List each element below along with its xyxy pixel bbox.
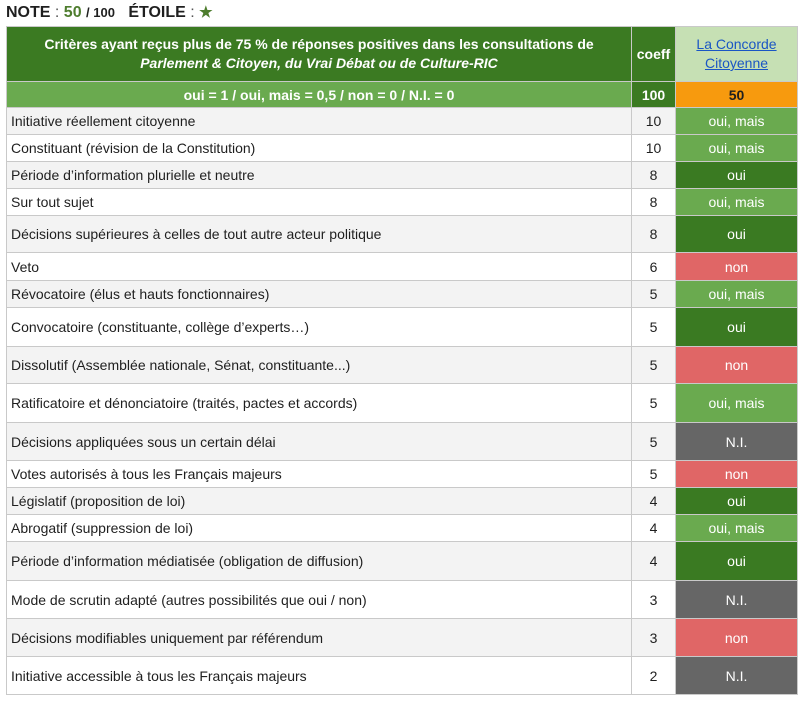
- criterion-cell: Veto: [7, 253, 632, 281]
- legend-row: [7, 82, 798, 108]
- score-badge: 50: [676, 82, 798, 108]
- criterion-cell: Décisions modifiables uniquement par référendum: [7, 619, 632, 657]
- answer-cell: non: [676, 619, 798, 657]
- coeff-cell: 4: [632, 488, 676, 515]
- criteria-header: [7, 27, 632, 82]
- table-row: [7, 216, 798, 253]
- answer-cell: non: [676, 347, 798, 384]
- answer-cell: non: [676, 253, 798, 281]
- proposal-link[interactable]: [696, 36, 776, 71]
- criterion-cell: Ratificatoire et dénonciatoire (traités, pactes et accords): [7, 384, 632, 423]
- coeff-cell: 2: [632, 657, 676, 695]
- table-row: [7, 308, 798, 347]
- coeff-cell: 10: [632, 108, 676, 135]
- coeff-cell: 5: [632, 384, 676, 423]
- answer-cell: oui: [676, 308, 798, 347]
- criterion-cell: Sur tout sujet: [7, 189, 632, 216]
- table-row: [7, 657, 798, 695]
- answer-cell: N.I.: [676, 581, 798, 619]
- table-row: [7, 461, 798, 488]
- table-row: [7, 619, 798, 657]
- coeff-cell: 3: [632, 619, 676, 657]
- coeff-cell: 3: [632, 581, 676, 619]
- note-colon: :: [54, 4, 64, 21]
- criterion-cell: Initiative accessible à tous les Français majeurs: [7, 657, 632, 695]
- criterion-cell: Abrogatif (suppression de loi): [7, 515, 632, 542]
- criterion-cell: Mode de scrutin adapté (autres possibilités que oui / non): [7, 581, 632, 619]
- table-row: [7, 189, 798, 216]
- criterion-cell: Période d’information plurielle et neutre: [7, 162, 632, 189]
- scoring-legend: oui = 1 / oui, mais = 0,5 / non = 0 / N.I. = 0: [7, 82, 632, 108]
- coeff-cell: 5: [632, 281, 676, 308]
- criteria-table: [6, 26, 798, 695]
- answer-cell: oui, mais: [676, 108, 798, 135]
- table-row: [7, 281, 798, 308]
- answer-cell: oui: [676, 542, 798, 581]
- criteria-header-line1: Critères ayant reçus plus de 75 % de réponses positives dans les consultations de: [44, 36, 594, 52]
- criterion-cell: Décisions appliquées sous un certain délai: [7, 423, 632, 461]
- criterion-cell: Convocatoire (constituante, collège d’experts…): [7, 308, 632, 347]
- proposal-link-line1: La Concorde: [696, 36, 777, 52]
- answer-cell: oui, mais: [676, 384, 798, 423]
- criterion-cell: Législatif (proposition de loi): [7, 488, 632, 515]
- answer-cell: oui: [676, 162, 798, 189]
- coeff-cell: 5: [632, 347, 676, 384]
- answer-cell: N.I.: [676, 423, 798, 461]
- etoile-label: ÉTOILE: [128, 4, 186, 21]
- criterion-cell: Décisions supérieures à celles de tout autre acteur politique: [7, 216, 632, 253]
- star-icon: ★: [199, 4, 213, 21]
- table-row: [7, 515, 798, 542]
- total-coeff: 100: [632, 82, 676, 108]
- coeff-cell: 8: [632, 162, 676, 189]
- table-row: [7, 581, 798, 619]
- answer-cell: non: [676, 461, 798, 488]
- coeff-cell: 4: [632, 515, 676, 542]
- answer-cell: oui, mais: [676, 189, 798, 216]
- answer-cell: oui: [676, 488, 798, 515]
- criterion-cell: Votes autorisés à tous les Français majeurs: [7, 461, 632, 488]
- criterion-cell: Initiative réellement citoyenne: [7, 108, 632, 135]
- answer-cell: oui, mais: [676, 135, 798, 162]
- answer-cell: oui: [676, 216, 798, 253]
- note-label: NOTE: [6, 4, 51, 21]
- criteria-header-line2: Parlement & Citoyen, du Vrai Débat ou de Culture-RIC: [140, 55, 498, 71]
- table-row: [7, 108, 798, 135]
- table-row: [7, 347, 798, 384]
- coeff-cell: 8: [632, 189, 676, 216]
- criterion-cell: Dissolutif (Assemblée nationale, Sénat, constituante...): [7, 347, 632, 384]
- note-summary: [6, 2, 213, 24]
- coeff-cell: 10: [632, 135, 676, 162]
- header-row: [7, 27, 798, 82]
- note-score: 50: [63, 4, 82, 21]
- table-row: [7, 488, 798, 515]
- table-row: [7, 253, 798, 281]
- coeff-header: coeff: [632, 27, 676, 82]
- etoile-colon: :: [190, 4, 200, 21]
- proposal-link-line2: Citoyenne: [704, 55, 769, 71]
- answer-cell: oui, mais: [676, 515, 798, 542]
- note-out-of: / 100: [86, 5, 115, 20]
- coeff-cell: 5: [632, 308, 676, 347]
- coeff-cell: 5: [632, 461, 676, 488]
- table-row: [7, 384, 798, 423]
- criterion-cell: Révocatoire (élus et hauts fonctionnaires): [7, 281, 632, 308]
- table-row: [7, 135, 798, 162]
- coeff-cell: 8: [632, 216, 676, 253]
- table-row: [7, 162, 798, 189]
- criterion-cell: Période d’information médiatisée (obligation de diffusion): [7, 542, 632, 581]
- table-row: [7, 423, 798, 461]
- table-row: [7, 542, 798, 581]
- coeff-cell: 6: [632, 253, 676, 281]
- answer-cell: oui, mais: [676, 281, 798, 308]
- answer-cell: N.I.: [676, 657, 798, 695]
- coeff-cell: 4: [632, 542, 676, 581]
- coeff-cell: 5: [632, 423, 676, 461]
- proposal-header: [676, 27, 798, 82]
- criterion-cell: Constituant (révision de la Constitution): [7, 135, 632, 162]
